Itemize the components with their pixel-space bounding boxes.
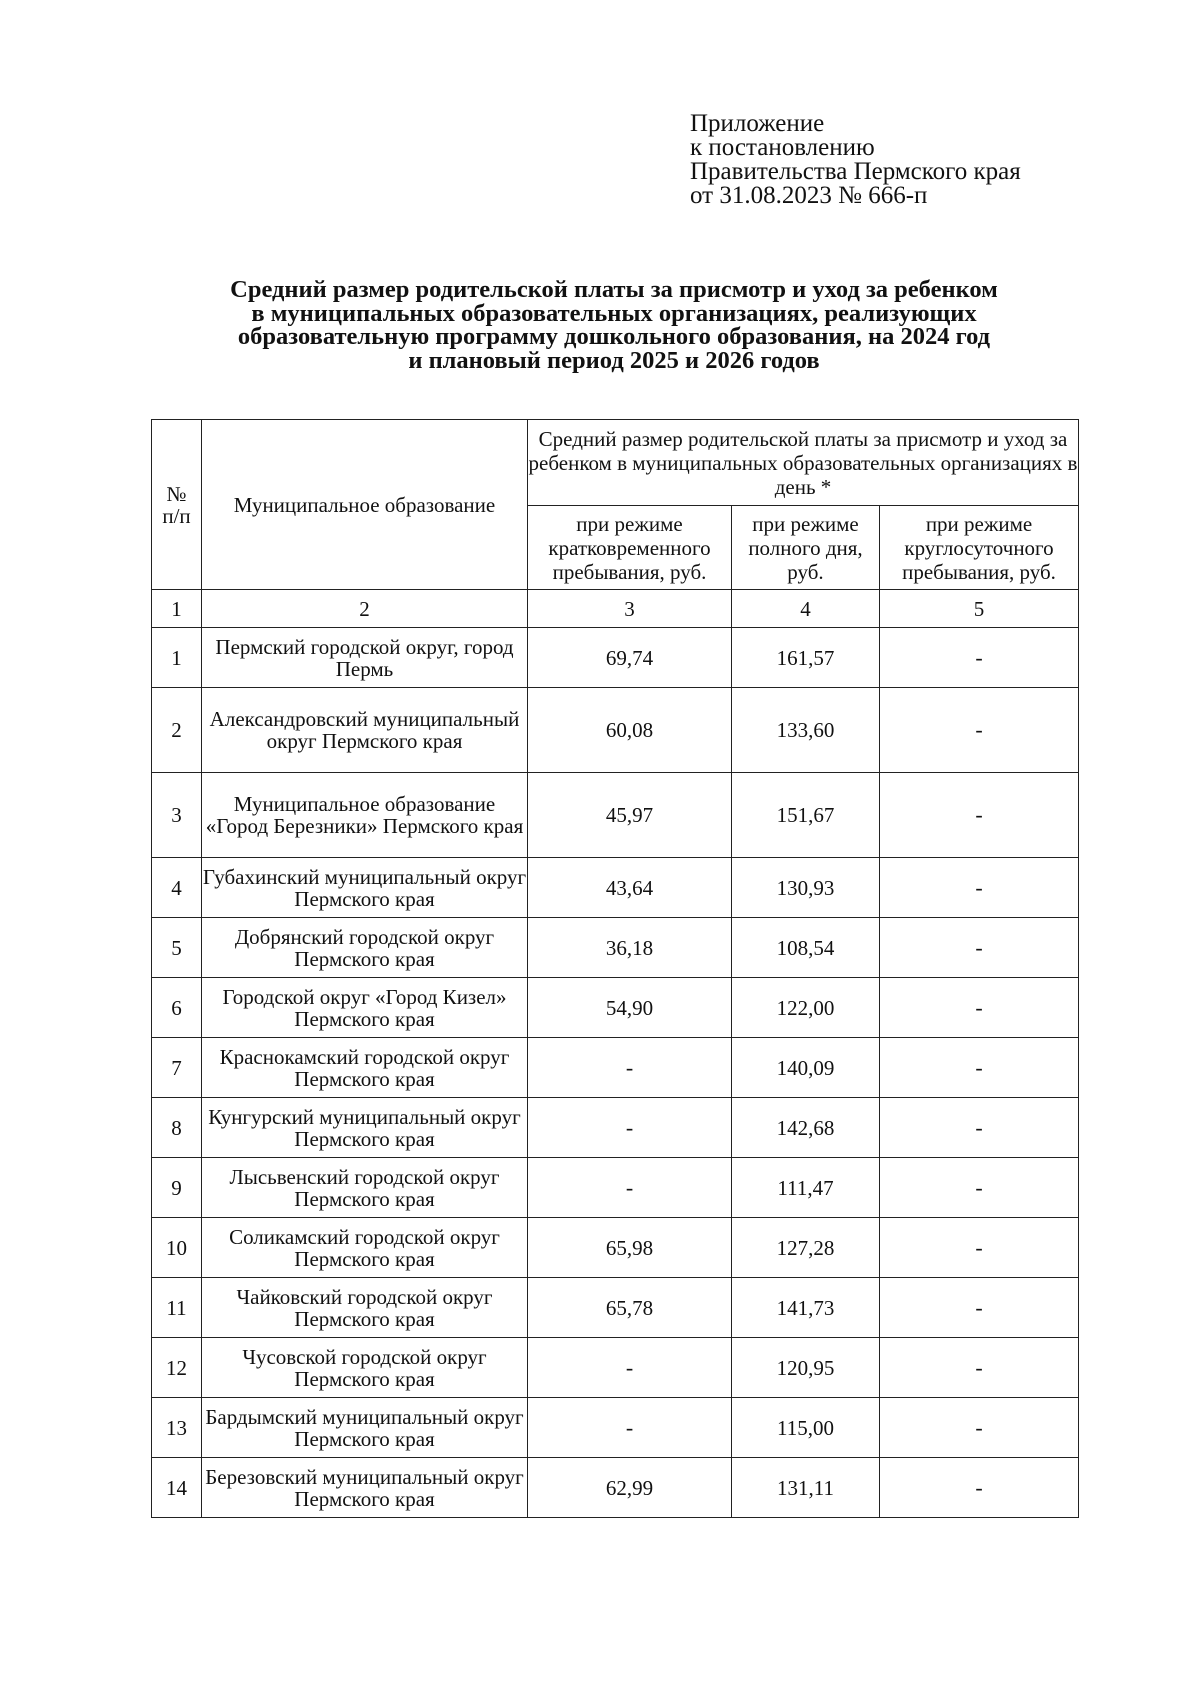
table-row — [152, 1458, 1079, 1518]
row-full-day: 130,93 — [732, 858, 880, 918]
table-row — [152, 688, 1079, 773]
header-avg-fee-label: Средний размер родительской платы за присмотр и уход за ребенком в муниципальных образовательных организациях в день * — [528, 426, 1078, 499]
row-num: 7 — [152, 1038, 202, 1098]
row-municipality: Александровский муниципальный округ Пермского края — [202, 688, 528, 773]
header-short-stay — [528, 506, 732, 590]
row-full-day: 122,00 — [732, 978, 880, 1038]
row-num: 2 — [152, 688, 202, 773]
table-row — [152, 1398, 1079, 1458]
row-round-clock: - — [880, 1038, 1079, 1098]
table-row — [152, 1158, 1079, 1218]
row-municipality: Муниципальное образование «Город Березники» Пермского края — [202, 773, 528, 858]
row-num: 10 — [152, 1218, 202, 1278]
row-num: 12 — [152, 1338, 202, 1398]
table-row — [152, 858, 1079, 918]
column-number: 3 — [528, 590, 732, 628]
appendix-line: Правительства Пермского края — [690, 158, 1021, 185]
row-num: 1 — [152, 628, 202, 688]
header-round-clock — [880, 506, 1079, 590]
title-line: Средний размер родительской платы за присмотр и уход за ребенком — [230, 276, 998, 303]
table-row — [152, 918, 1079, 978]
row-short-stay: 65,78 — [528, 1278, 732, 1338]
column-number: 4 — [732, 590, 880, 628]
table-row — [152, 1338, 1079, 1398]
table-row — [152, 1218, 1079, 1278]
column-number-row — [152, 590, 1079, 628]
row-full-day: 141,73 — [732, 1278, 880, 1338]
row-municipality: Пермский городской округ, город Пермь — [202, 628, 528, 688]
row-municipality: Березовский муниципальный округ Пермского края — [202, 1458, 528, 1518]
row-short-stay: - — [528, 1158, 732, 1218]
header-num-label: № п/п — [162, 481, 191, 528]
row-municipality: Бардымский муниципальный округ Пермского края — [202, 1398, 528, 1458]
row-round-clock: - — [880, 688, 1079, 773]
row-full-day: 133,60 — [732, 688, 880, 773]
row-full-day: 131,11 — [732, 1458, 880, 1518]
header-municipality — [202, 420, 528, 590]
row-full-day: 111,47 — [732, 1158, 880, 1218]
row-municipality: Лысьвенский городской округ Пермского края — [202, 1158, 528, 1218]
table-row — [152, 628, 1079, 688]
row-full-day: 120,95 — [732, 1338, 880, 1398]
header-avg-fee — [528, 420, 1079, 506]
row-short-stay: 69,74 — [528, 628, 732, 688]
row-municipality: Добрянский городской округ Пермского края — [202, 918, 528, 978]
row-num: 14 — [152, 1458, 202, 1518]
row-round-clock: - — [880, 978, 1079, 1038]
row-round-clock: - — [880, 1398, 1079, 1458]
header-full-day — [732, 506, 880, 590]
row-short-stay: 62,99 — [528, 1458, 732, 1518]
row-full-day: 142,68 — [732, 1098, 880, 1158]
row-short-stay: 36,18 — [528, 918, 732, 978]
row-short-stay: 45,97 — [528, 773, 732, 858]
row-full-day: 115,00 — [732, 1398, 880, 1458]
row-num: 3 — [152, 773, 202, 858]
table-row — [152, 978, 1079, 1038]
document-title — [150, 278, 1078, 372]
row-round-clock: - — [880, 1218, 1079, 1278]
column-number: 2 — [202, 590, 528, 628]
header-short-stay-label: при режиме кратковременного пребывания, руб. — [548, 511, 711, 584]
row-municipality: Губахинский муниципальный округ Пермского края — [202, 858, 528, 918]
row-full-day: 127,28 — [732, 1218, 880, 1278]
row-full-day: 108,54 — [732, 918, 880, 978]
row-short-stay: 65,98 — [528, 1218, 732, 1278]
row-full-day: 140,09 — [732, 1038, 880, 1098]
row-short-stay: - — [528, 1338, 732, 1398]
row-full-day: 151,67 — [732, 773, 880, 858]
row-municipality: Чайковский городской округ Пермского края — [202, 1278, 528, 1338]
appendix-line: от 31.08.2023 № 666-п — [690, 182, 928, 209]
row-num: 8 — [152, 1098, 202, 1158]
row-short-stay: - — [528, 1038, 732, 1098]
row-short-stay: 60,08 — [528, 688, 732, 773]
row-num: 9 — [152, 1158, 202, 1218]
header-municipality-label: Муниципальное образование — [233, 492, 496, 517]
row-round-clock: - — [880, 1278, 1079, 1338]
table-header-row — [152, 420, 1079, 506]
row-num: 4 — [152, 858, 202, 918]
row-municipality: Соликамский городской округ Пермского края — [202, 1218, 528, 1278]
row-round-clock: - — [880, 918, 1079, 978]
row-short-stay: 54,90 — [528, 978, 732, 1038]
row-round-clock: - — [880, 1158, 1079, 1218]
row-num: 11 — [152, 1278, 202, 1338]
column-number: 1 — [152, 590, 202, 628]
table-row — [152, 1278, 1079, 1338]
row-round-clock: - — [880, 628, 1079, 688]
appendix-line: к постановлению — [690, 134, 875, 161]
table-row — [152, 1038, 1079, 1098]
row-num: 13 — [152, 1398, 202, 1458]
row-short-stay: - — [528, 1098, 732, 1158]
row-short-stay: - — [528, 1398, 732, 1458]
row-full-day: 161,57 — [732, 628, 880, 688]
fees-table — [151, 419, 1079, 1518]
title-line: в муниципальных образовательных организациях, реализующих — [251, 299, 977, 327]
row-municipality: Краснокамский городской округ Пермского края — [202, 1038, 528, 1098]
title-line: и плановый период 2025 и 2026 годов — [408, 346, 820, 374]
appendix-line: Приложение — [690, 110, 825, 137]
row-round-clock: - — [880, 1338, 1079, 1398]
row-round-clock: - — [880, 1458, 1079, 1518]
row-num: 6 — [152, 978, 202, 1038]
row-municipality: Чусовской городской округ Пермского края — [202, 1338, 528, 1398]
row-round-clock: - — [880, 858, 1079, 918]
table-row — [152, 773, 1079, 858]
table-row — [152, 1098, 1079, 1158]
row-num: 5 — [152, 918, 202, 978]
row-municipality: Городской округ «Город Кизел» Пермского края — [202, 978, 528, 1038]
appendix-header — [690, 112, 1021, 208]
header-round-clock-label: при режиме круглосуточного пребывания, руб. — [902, 511, 1056, 584]
column-number: 5 — [880, 590, 1079, 628]
row-round-clock: - — [880, 1098, 1079, 1158]
header-full-day-label: при режиме полного дня, руб. — [748, 511, 863, 584]
row-municipality: Кунгурский муниципальный округ Пермского края — [202, 1098, 528, 1158]
row-short-stay: 43,64 — [528, 858, 732, 918]
header-num — [152, 420, 202, 590]
title-line: образовательную программу дошкольного образования, на 2024 год — [237, 323, 991, 350]
row-round-clock: - — [880, 773, 1079, 858]
